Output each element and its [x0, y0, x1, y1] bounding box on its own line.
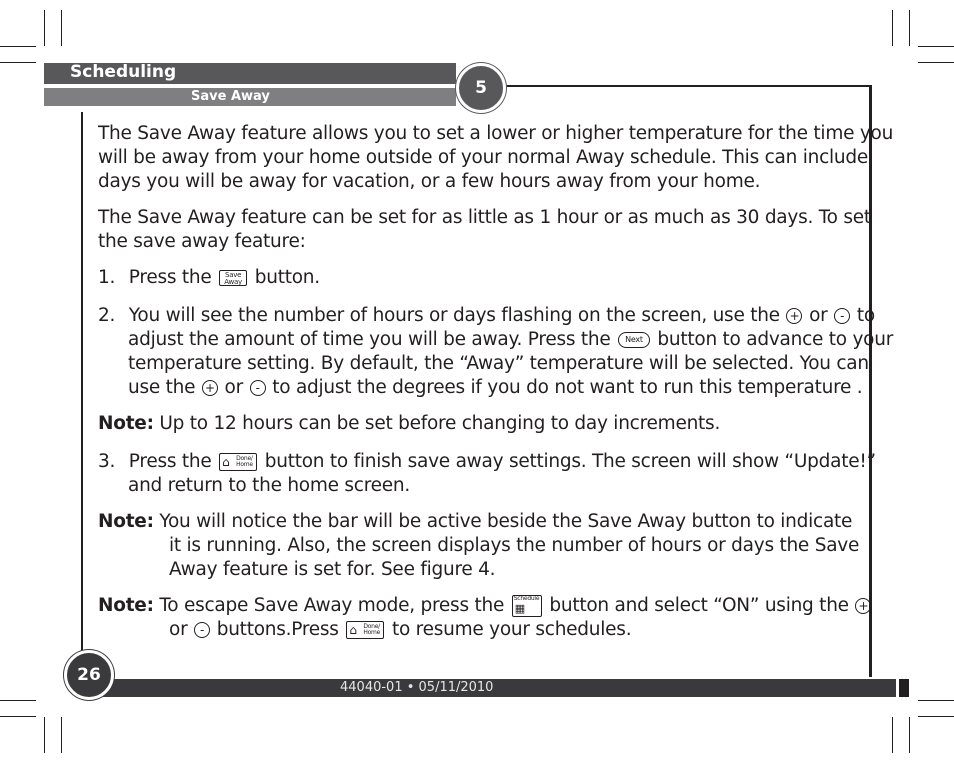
crop-mark: [0, 62, 36, 63]
para1-line2: will be away from your home outside of your normal Away schedule. This can include: [98, 147, 868, 168]
minus-button-icon: -: [834, 308, 850, 324]
done-home-button-icon: ⌂ Done/ Home: [346, 621, 384, 639]
step2-number: 2.: [98, 305, 116, 326]
crop-mark: [44, 717, 45, 753]
minus-button-icon: -: [194, 622, 210, 638]
step3-text: button to finish save away settings. The screen will show “Update!”: [264, 451, 876, 472]
note3-line2: [169, 618, 631, 642]
para1-line3: days you will be away for vacation, or a few hours away from your home.: [98, 171, 761, 192]
step2-line4: [128, 376, 862, 400]
page-number-badge: 26: [64, 650, 114, 700]
crop-mark: [0, 46, 36, 47]
step2-line2: [128, 328, 893, 352]
note-label: Note:: [98, 595, 154, 616]
step2-line3: temperature setting. By default, the “Away” temperature will be selected. You can: [128, 353, 869, 374]
para2-line2: the save away feature:: [98, 231, 306, 252]
note2-line2: it is running. Also, the screen displays the number of hours or days the Save: [169, 535, 860, 556]
crop-mark: [892, 717, 893, 753]
step2-line1: [98, 304, 875, 328]
note-label: Note:: [98, 413, 154, 434]
next-button-icon: Next: [618, 332, 650, 348]
step2-text: button to advance to your: [657, 329, 894, 350]
plus-button-icon: +: [786, 308, 802, 324]
crop-mark: [918, 700, 954, 701]
step2-text: or: [809, 305, 828, 326]
step3-line2: and return to the home screen.: [128, 475, 411, 496]
footer-bar: [96, 679, 896, 697]
done-home-button-icon: ⌂ Done/ Home: [219, 453, 257, 471]
note2-text: You will notice the bar will be active beside the Save Away button to indicate: [159, 511, 853, 532]
frame-left-line: [81, 112, 83, 652]
note-label: Note:: [98, 511, 154, 532]
note2-line3: Away feature is set for. See figure 4.: [169, 559, 496, 580]
step2-text: or: [224, 377, 243, 398]
crop-mark: [0, 716, 36, 717]
subsection-title: Save Away: [191, 89, 270, 104]
step2-text: You will see the number of hours or days flashing on the screen, use the: [128, 305, 780, 326]
home-icon: ⌂: [222, 455, 230, 469]
section-title: Scheduling: [70, 62, 177, 82]
plus-button-icon: +: [202, 380, 218, 396]
note3-text: to resume your schedules.: [391, 619, 632, 640]
schedule-button-icon: Schedule ▦: [512, 595, 542, 617]
chapter-number-badge: 5: [456, 63, 506, 113]
crop-mark: [909, 10, 910, 46]
step1-text-pre: Press the: [128, 267, 212, 288]
frame-top-line: [500, 85, 872, 87]
para2-line1: The Save Away feature can be set for as little as 1 hour or as much as 30 days. To set: [98, 207, 871, 228]
step3-number: 3.: [98, 451, 116, 472]
step3-line1: [98, 450, 876, 474]
note3-text: To escape Save Away mode, press the: [159, 595, 505, 616]
footer-bar-end: [899, 679, 909, 697]
crop-mark: [892, 10, 893, 46]
note1-text: Up to 12 hours can be set before changing to day increments.: [159, 413, 721, 434]
step2-text: use the: [128, 377, 196, 398]
document-id: 44040-01 • 05/11/2010: [340, 680, 494, 695]
calendar-icon: ▦: [514, 602, 525, 615]
step2-text: adjust the amount of time you will be away. Press the: [128, 329, 611, 350]
save-away-button-icon: Save Away: [219, 270, 247, 286]
crop-mark: [918, 46, 954, 47]
frame-right-line: [869, 85, 872, 677]
step1-number: 1.: [98, 267, 116, 288]
minus-button-icon: -: [250, 380, 266, 396]
note3-text: or: [169, 619, 188, 640]
home-icon: ⌂: [349, 623, 357, 637]
crop-mark: [44, 10, 45, 46]
crop-mark: [918, 62, 954, 63]
crop-mark: [909, 717, 910, 753]
crop-mark: [918, 716, 954, 717]
plus-button-icon: +: [855, 598, 871, 614]
step3-text: Press the: [128, 451, 212, 472]
step2-text: to adjust the degrees if you do not want to run this temperature .: [272, 377, 863, 398]
crop-mark: [0, 700, 36, 701]
step2-text: to: [856, 305, 875, 326]
note3-line1: [98, 594, 872, 618]
note2-line1: [98, 510, 852, 534]
crop-mark: [61, 10, 62, 46]
step1: [98, 266, 320, 290]
para1-line1: The Save Away feature allows you to set a lower or higher temperature for the time you: [98, 123, 894, 144]
note3-text: buttons.Press: [216, 619, 339, 640]
note3-text: button and select “ON” using the: [549, 595, 849, 616]
crop-mark: [61, 717, 62, 753]
step1-text-post: button.: [254, 267, 320, 288]
note1: [98, 412, 720, 436]
